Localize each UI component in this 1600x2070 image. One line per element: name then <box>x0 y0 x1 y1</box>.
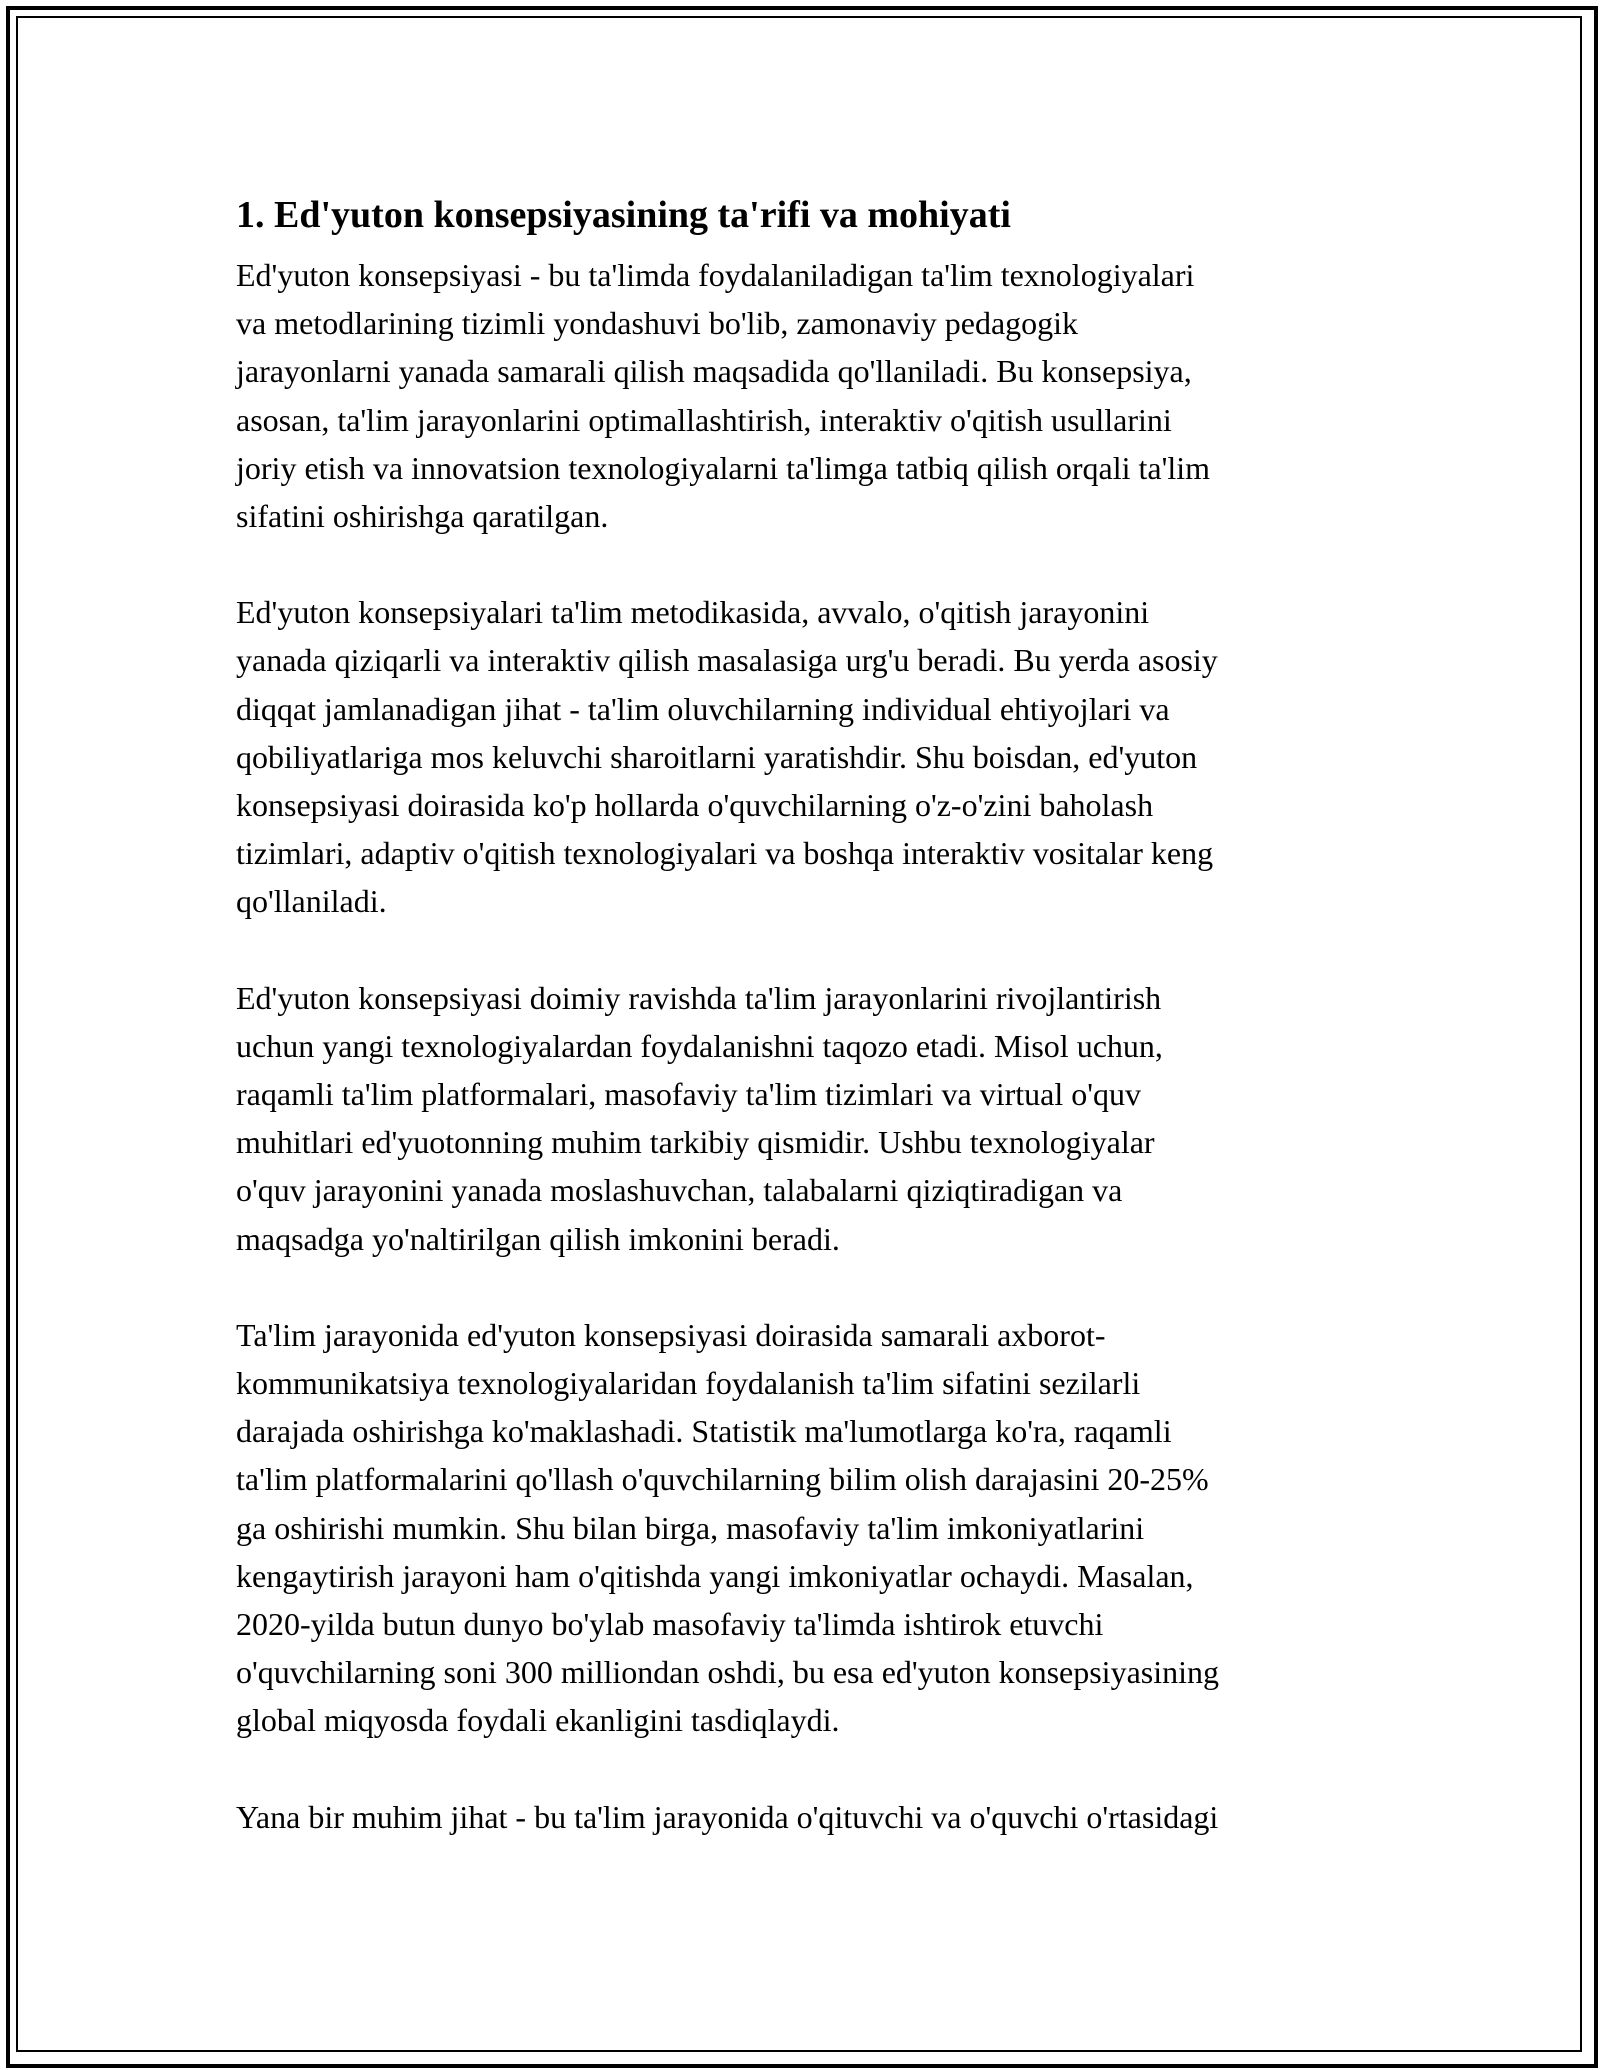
text-line: asosan, ta'lim jarayonlarini optimallashtirish, interaktiv o'qitish usullarini <box>236 401 1172 438</box>
text-line: jarayonlarni yanada samarali qilish maqsadida qo'llaniladi. Bu konsepsiya, <box>236 353 1192 390</box>
text-line: konsepsiyasi doirasida ko'p hollarda o'quvchilarning o'z-o'zini baholash <box>236 787 1154 824</box>
text-line: uchun yangi texnologiyalardan foydalanishni taqozo etadi. Misol uchun, <box>236 1027 1163 1064</box>
text-line: yanada qiziqarli va interaktiv qilish masalasiga urg'u beradi. Bu yerda asosiy <box>236 642 1218 679</box>
paragraph-1 <box>236 251 1370 540</box>
text-line: kengaytirish jarayoni ham o'qitishda yangi imkoniyatlar ochaydi. Masalan, <box>236 1557 1194 1594</box>
text-line: global miqyosda foydali ekanligini tasdiqlaydi. <box>236 1702 840 1739</box>
text-line: o'quv jarayonini yanada moslashuvchan, talabalarni qiziqtiradigan va <box>236 1172 1123 1209</box>
paragraph-4 <box>236 1311 1370 1745</box>
text-line: Ed'yuton konsepsiyalari ta'lim metodikasida, avvalo, o'qitish jarayonini <box>236 594 1150 631</box>
text-line: diqqat jamlanadigan jihat - ta'lim oluvchilarning individual ehtiyojlari va <box>236 690 1170 727</box>
text-line: joriy etish va innovatsion texnologiyalarni ta'limga tatbiq qilish orqali ta'lim <box>236 449 1211 486</box>
text-line: va metodlarining tizimli yondashuvi bo'lib, zamonaviy pedagogik <box>236 305 1079 342</box>
section-heading: 1. Ed'yuton konsepsiyasining ta'rifi va mohiyati <box>236 194 1011 236</box>
text-line: Ed'yuton konsepsiyasi - bu ta'limda foydalaniladigan ta'lim texnologiyalari <box>236 257 1195 293</box>
text-line: tizimlari, adaptiv o'qitish texnologiyalari va boshqa interaktiv vositalar keng <box>236 835 1214 872</box>
text-line: ta'lim platformalarini qo'llash o'quvchilarning bilim olish darajasini 20-25% <box>236 1461 1209 1498</box>
paragraph-3 <box>236 974 1370 1263</box>
text-line: muhitlari ed'yuotonning muhim tarkibiy qismidir. Ushbu texnologiyalar <box>236 1124 1155 1161</box>
text-line: Ta'lim jarayonida ed'yuton konsepsiyasi doirasida samarali axborot- <box>236 1316 1106 1353</box>
text-line: maqsadga yo'naltirilgan qilish imkonini beradi. <box>236 1220 840 1257</box>
text-line: ga oshirishi mumkin. Shu bilan birga, masofaviy ta'lim imkoniyatlarini <box>236 1509 1145 1546</box>
text-line: qobiliyatlariga mos keluvchi sharoitlarni yaratishdir. Shu boisdan, ed'yuton <box>236 738 1198 775</box>
text-line: raqamli ta'lim platformalari, masofaviy ta'lim tizimlari va virtual o'quv <box>236 1076 1142 1113</box>
text-line: 2020-yilda butun dunyo bo'ylab masofaviy ta'limda ishtirok etuvchi <box>236 1606 1104 1643</box>
text-line: darajada oshirishga ko'maklashadi. Statistik ma'lumotlarga ko'ra, raqamli <box>236 1413 1172 1450</box>
paragraph-2 <box>236 588 1370 925</box>
text-line: o'quvchilarning soni 300 milliondan oshdi, bu esa ed'yuton konsepsiyasining <box>236 1654 1219 1691</box>
text-line: sifatini oshirishga qaratilgan. <box>236 498 609 535</box>
text-line: kommunikatsiya texnologiyalaridan foydalanish ta'lim sifatini sezilarli <box>236 1365 1141 1402</box>
paragraph-5 <box>236 1793 1370 1841</box>
text-line: Ed'yuton konsepsiyasi doimiy ravishda ta'lim jarayonlarini rivojlantirish <box>236 979 1162 1016</box>
text-line: qo'llaniladi. <box>236 883 387 920</box>
text-line: Yana bir muhim jihat - bu ta'lim jarayonida o'qituvchi va o'quvchi o'rtasidagi <box>236 1798 1219 1835</box>
document-body <box>236 185 1370 1889</box>
